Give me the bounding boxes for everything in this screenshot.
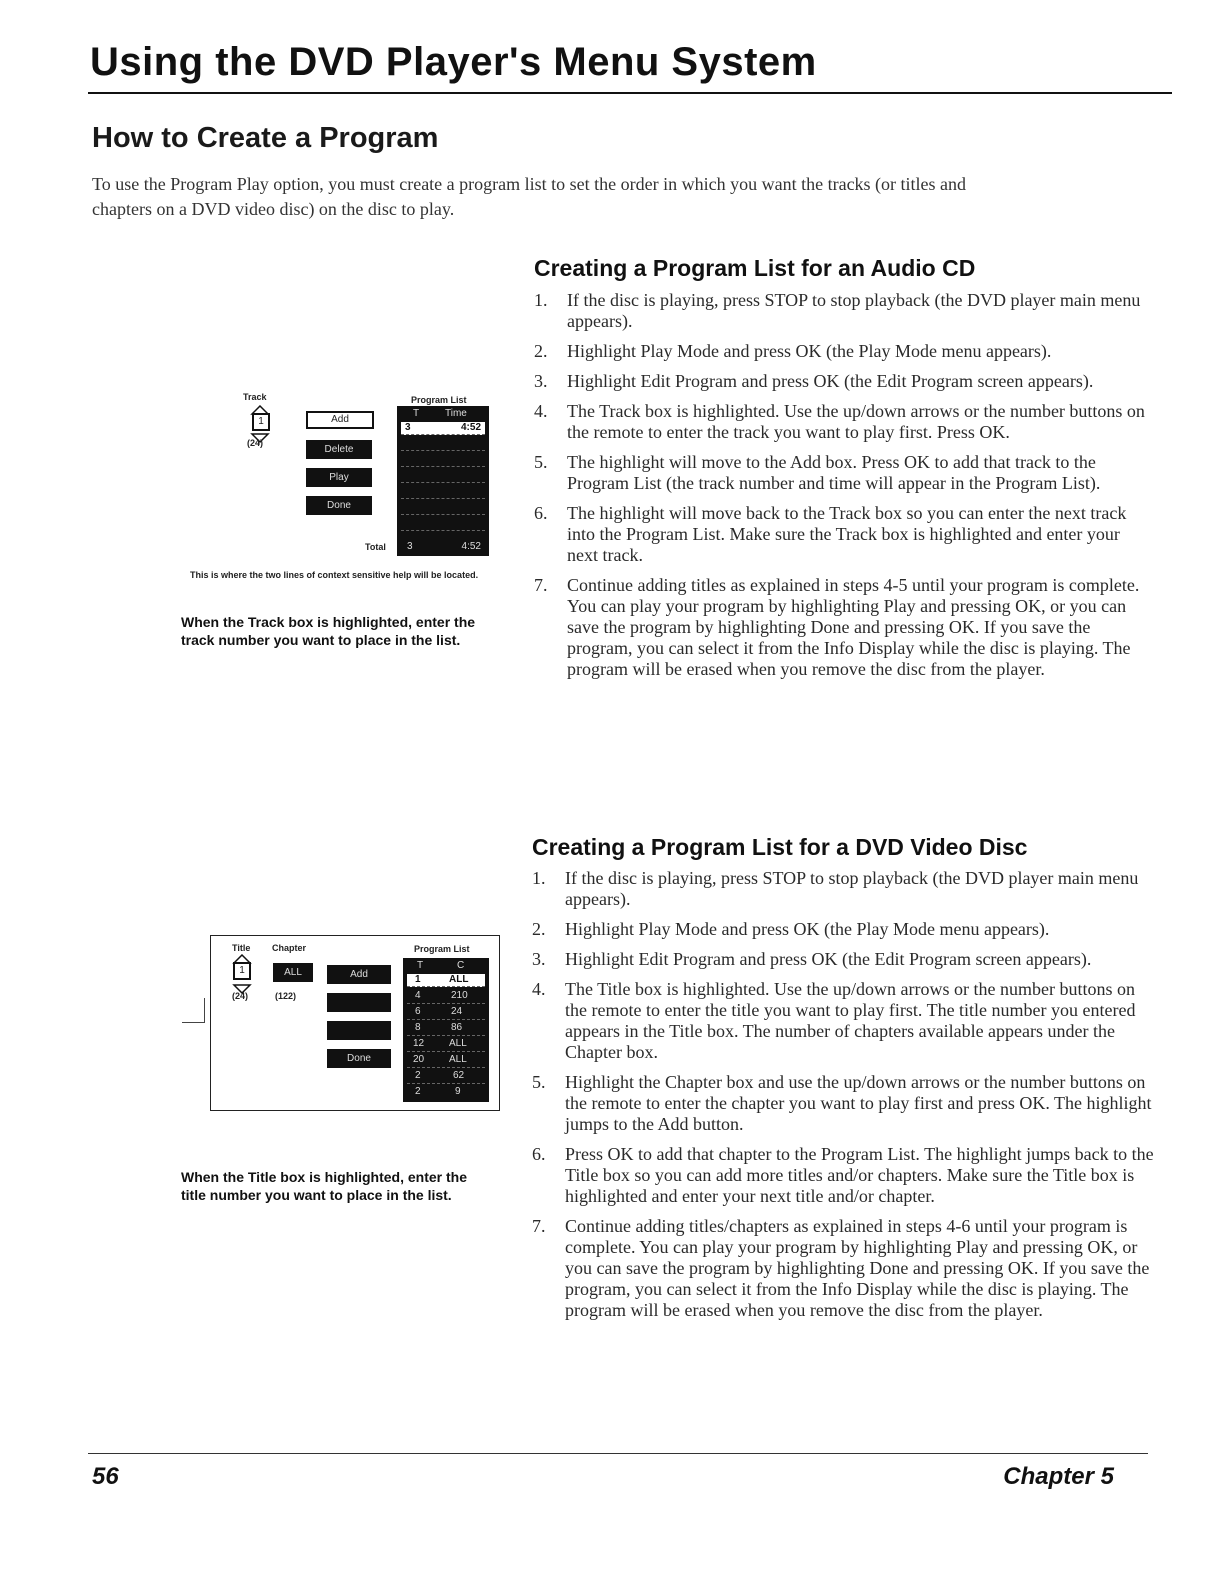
list-item: 4. The Track box is highlighted. Use the up/down arrows or the number buttons on the remote to enter the track you want to play first. Press OK. bbox=[534, 401, 1145, 442]
list-item: 7. Continue adding titles as explained in steps 4-5 until your program is complete. You can play your program by highlighting Play and pressing OK, or you can save the program by highlighting Done and pressing OK. If you save the program, you can select it from the Info Display while the disc is playing. The program will be erased when you remove the disc from the player. bbox=[534, 575, 1140, 679]
audio-cd-heading: Creating a Program List for an Audio CD bbox=[534, 255, 976, 281]
add-button[interactable]: Add bbox=[327, 965, 391, 984]
done-button[interactable]: Done bbox=[306, 496, 372, 515]
table-row[interactable]: 4 210 bbox=[407, 990, 485, 1004]
list-item: 4. The Title box is highlighted. Use the up/down arrows or the number buttons on the remote to enter the title you want to play first. The title number you entered appears in the Title box. The number of chapters available appears under the Chapter box. bbox=[532, 979, 1136, 1062]
context-help-note: This is where the two lines of context sensitive help will be located. bbox=[190, 570, 479, 580]
done-button[interactable]: Done bbox=[327, 1049, 391, 1068]
track-count: (24) bbox=[247, 438, 264, 448]
dvd-video-menu-diagram bbox=[210, 935, 500, 1111]
table-row[interactable]: 12 ALL bbox=[407, 1038, 485, 1052]
dvd-video-caption: When the Title box is highlighted, enter the title number you want to place in the list. bbox=[181, 1169, 467, 1203]
play-button[interactable]: Play bbox=[306, 468, 372, 487]
audio-cd-menu-diagram bbox=[190, 385, 500, 570]
audio-cd-steps bbox=[534, 290, 1154, 680]
program-list-label: Program List bbox=[414, 944, 470, 954]
list-item: 1. If the disc is playing, press STOP to stop playback (the DVD player main menu appears). bbox=[534, 290, 1141, 331]
track-label: Track bbox=[243, 392, 267, 402]
chapter-count: (122) bbox=[275, 991, 297, 1001]
list-item: 3. Highlight Edit Program and press OK (the Edit Program screen appears). bbox=[534, 371, 1094, 391]
title-count: (24) bbox=[232, 991, 249, 1001]
delete-button[interactable] bbox=[327, 993, 391, 1012]
table-row[interactable]: 20 ALL bbox=[407, 1054, 485, 1068]
page-number: 56 bbox=[92, 1463, 119, 1490]
table-row[interactable]: 1 ALL bbox=[407, 974, 485, 987]
table-row[interactable]: 6 24 bbox=[407, 1006, 485, 1020]
program-list-label: Program List bbox=[411, 395, 467, 405]
program-list-header: T Time bbox=[413, 408, 467, 419]
track-box[interactable]: 1 bbox=[252, 413, 270, 431]
table-row[interactable]: 2 9 bbox=[415, 1086, 461, 1097]
play-button[interactable] bbox=[327, 1021, 391, 1040]
dvd-video-section bbox=[532, 834, 1154, 1330]
intro-paragraph: To use the Program Play option, you must create a program list to set the order in which you want the tracks (or titles and chapters on a DVD video disc) on the disc to play. bbox=[92, 174, 967, 219]
dvd-video-steps bbox=[532, 868, 1154, 1321]
table-row[interactable]: 8 86 bbox=[407, 1022, 485, 1036]
frame-bracket bbox=[182, 998, 205, 1023]
program-total-row: 3 4:52 bbox=[407, 541, 481, 552]
list-item: 6. The highlight will move back to the Track box so you can enter the next track into the Program List. Make sure the Track box is highlighted and enter your next track. bbox=[534, 503, 1127, 565]
list-item: 5. The highlight will move to the Add box. Press OK to add that track to the Program List (the track number and time will appear in the Program List). bbox=[534, 452, 1101, 493]
footer-rule bbox=[88, 1453, 1148, 1454]
audio-cd-section bbox=[534, 255, 1154, 689]
list-item: 1. If the disc is playing, press STOP to stop playback (the DVD player main menu appears). bbox=[532, 868, 1139, 909]
chapter-box[interactable]: ALL bbox=[273, 963, 313, 982]
title-rule bbox=[88, 92, 1172, 94]
title-box[interactable]: 1 bbox=[233, 962, 251, 980]
list-item: 2. Highlight Play Mode and press OK (the Play Mode menu appears). bbox=[534, 341, 1052, 361]
list-item: 2. Highlight Play Mode and press OK (the Play Mode menu appears). bbox=[532, 919, 1050, 939]
table-row[interactable]: 2 62 bbox=[407, 1070, 485, 1084]
audio-cd-caption: When the Track box is highlighted, enter the track number you want to place in the list. bbox=[181, 614, 476, 648]
list-item: 6. Press OK to add that chapter to the Program List. The highlight jumps back to the Title box so you can add more titles and/or chapters. Make sure the Title box is highlighted and enter your next title and/or chapter. bbox=[532, 1144, 1154, 1206]
program-list-header: T C bbox=[417, 960, 465, 971]
list-item: 5. Highlight the Chapter box and use the up/down arrows or the number buttons on the remote to enter the chapter you want to play first and press OK. The highlight jumps to the Add button. bbox=[532, 1072, 1152, 1134]
page-title: Using the DVD Player's Menu System bbox=[90, 40, 817, 84]
section-heading: How to Create a Program bbox=[92, 122, 439, 154]
chapter-label: Chapter 5 bbox=[1003, 1463, 1114, 1490]
add-button[interactable]: Add bbox=[306, 411, 374, 429]
list-item: 3. Highlight Edit Program and press OK (the Edit Program screen appears). bbox=[532, 949, 1092, 969]
title-label: Title bbox=[232, 943, 251, 953]
program-list bbox=[403, 958, 489, 1102]
list-item: 7. Continue adding titles/chapters as explained in steps 4-6 until your program is complete. You can play your program by highlighting Play and pressing OK, or you can save the program by highlighting Done and pressing OK. If you save the program, you can select it from the Info Display while the disc is playing. The program will be erased when you remove the disc from the player. bbox=[532, 1216, 1150, 1320]
delete-button[interactable]: Delete bbox=[306, 440, 372, 459]
chapter-label: Chapter bbox=[272, 943, 307, 953]
dvd-video-heading: Creating a Program List for a DVD Video Disc bbox=[532, 834, 1028, 860]
program-list bbox=[397, 406, 489, 556]
table-row[interactable]: 3 4:52 bbox=[401, 422, 485, 435]
total-label: Total bbox=[365, 542, 386, 552]
